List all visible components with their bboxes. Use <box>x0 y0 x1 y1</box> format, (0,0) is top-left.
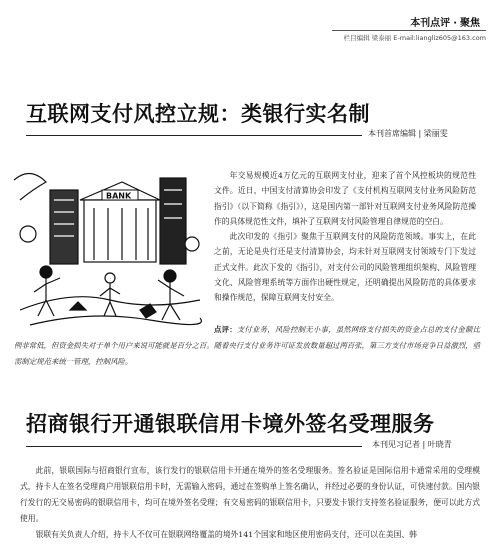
comment-label: 点评： <box>214 325 237 334</box>
article2-paragraph: 银联有关负责人介绍，持卡人不仅可在银联网络覆盖的境外141个国家和地区使用密码支付，还可以在美国、韩 <box>35 530 417 539</box>
article2-title: 招商银行开通银联信用卡境外签名受理服务 <box>26 412 435 436</box>
comment-text: 支付业务，风险控制无小事，虽然网络支付损失的资金占总的支付金额比例非常低，但资金损失对于单个用户来说可能就是百分之百。随着央行支付业务许可证发放数量超过两百张，第三方支付市场竞争日益激烈，亟需制定规范来统一管理，控制风险。 <box>14 325 480 366</box>
article1-title: 互联网支付风控立规：类银行实名制 <box>26 102 370 126</box>
article1-body <box>214 168 476 306</box>
article2-body <box>20 463 480 543</box>
article1-paragraph: 年交易规模近4万亿元的互联网支付业，迎来了首个风控板块的规范性文件。近日，中国支付清算协会印发了《支付机构互联网支付业务风险防范指引》（以下简称《指引》），这是国内第一部针对互联网支付业务风险防范操作的具体规范性文件，填补了互联网支付风险管理自律规范的空白。 <box>214 171 476 226</box>
header-rule <box>332 30 486 31</box>
article1-comment <box>14 322 480 370</box>
column-name: 本刊点评 <box>410 18 451 29</box>
article1-paragraph: 此次印发的《指引》聚焦于互联网支付的风险防范领域。事实上，在此之前，无论是央行还是支付清算协会，均未针对互联网支付领域专门下发过正式文件。此次下发的《指引》，对支付公司的风险管理组织架构、风险管理文化、风险管理系统等方面作出硬性规定，还明确提出风险防范的具体要求和操作规范，保障互联网支付安全。 <box>214 232 476 303</box>
separator-dot: · <box>453 18 457 29</box>
article2-paragraph: 此前，银联国际与招商银行宣布，该行发行的银联信用卡开通在境外的签名受理服务。签名验证是国际信用卡通常采用的受理模式，持卡人在签名受理商户用银联信用卡时，无需输入密码，通过在签购单上签名确认，并经过必要的身份认证，可快速付款。国内银行发行的无交易密码的银联信用卡，均可在境外签名受理；有交易密码的银联信用卡，只要发卡银行支持签名验证服务，便可以此方式使用。 <box>20 466 481 523</box>
article2-byline: 本刊见习记者 | 叶晓青 <box>372 440 452 449</box>
column-sub: 聚焦 <box>460 18 480 29</box>
editor-info: 栏目编辑 梁泰丽 E-mail:liangliz605@163.com <box>343 34 486 42</box>
column-header <box>410 14 480 29</box>
bank-sign-text: BANK <box>106 191 132 201</box>
article2-byline-rule <box>26 446 362 447</box>
article1-byline: 本刊首席编辑 | 梁丽雯 <box>368 129 448 138</box>
bank-illustration <box>10 160 204 332</box>
article1-byline-rule <box>26 135 362 136</box>
